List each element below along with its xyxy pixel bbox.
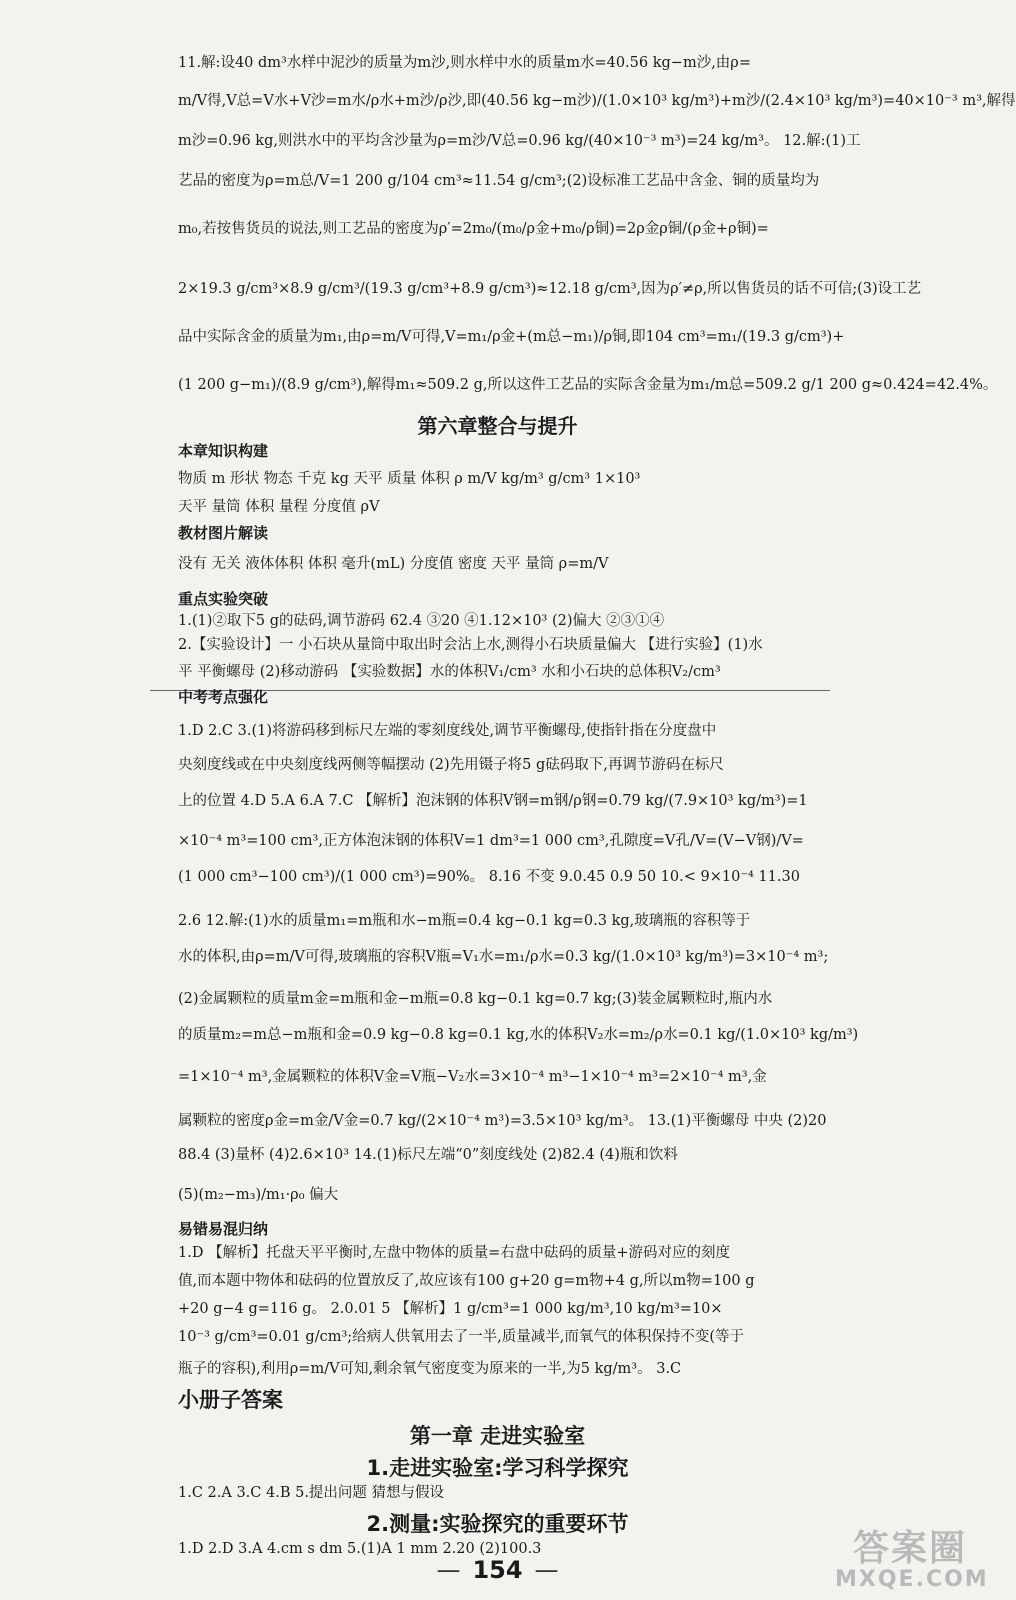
text-line: 品中实际含金的质量为m₁,由ρ=m/V可得,V=m₁/ρ金+(m总−m₁)/ρ铜,即104 cm³=m₁/(19.3 g/cm³)+	[178, 329, 845, 345]
text-line: 1.D 2.C 3.(1)将游码移到标尺左端的零刻度线处,调节平衡螺母,使指针指在分度盘中	[178, 723, 717, 739]
section-heading-experiments: 重点实验突破	[178, 590, 269, 608]
text-line: 1.C 2.A 3.C 4.B 5.提出问题 猜想与假设	[178, 1485, 445, 1501]
section-heading-pictures: 教材图片解读	[178, 524, 269, 542]
text-line: 值,而本题中物体和砝码的位置放反了,故应该有100 g+20 g=m物+4 g,所以m物=100 g	[178, 1273, 755, 1289]
text-line: 瓶子的容积),利用ρ=m/V可知,剩余氧气密度变为原来的一半,为5 kg/m³。 3.C	[178, 1361, 682, 1377]
text-line: m₀,若按售货员的说法,则工艺品的密度为ρ′=2m₀/(m₀/ρ金+m₀/ρ铜)=2ρ金ρ铜/(ρ金+ρ铜)=	[178, 221, 769, 237]
booklet-title: 小册子答案	[178, 1388, 283, 1412]
text-line: 2.6 12.解:(1)水的质量m₁=m瓶和水−m瓶=0.4 kg−0.1 kg=0.3 kg,玻璃瓶的容积等于	[178, 913, 751, 929]
page-number: — 154 —	[0, 1556, 995, 1584]
text-line: 属颗粒的密度ρ金=m金/V金=0.7 kg/(2×10⁻⁴ m³)=3.5×10³ kg/m³。 13.(1)平衡螺母 中央 (2)20	[178, 1113, 827, 1129]
text-line: 没有 无关 液体体积 体积 毫升(mL) 分度值 密度 天平 量筒 ρ=m/V	[178, 556, 609, 572]
text-line: m/V得,V总=V水+V沙=m水/ρ水+m沙/ρ沙,即(40.56 kg−m沙)/(1.0×10³ kg/m³)+m沙/(2.4×10³ kg/m³)=40×10⁻³ m³,解得	[178, 93, 1016, 109]
text-line: +20 g−4 g=116 g。 2.0.01 5 【解析】1 g/cm³=1 000 kg/m³,10 kg/m³=10×	[178, 1301, 723, 1317]
text-line: (1 000 cm³−100 cm³)/(1 000 cm³)=90%。 8.16 不变 9.0.45 0.9 50 10.< 9×10⁻⁴ 11.30	[178, 869, 800, 885]
section-heading-exam: 中考考点强化	[178, 688, 269, 706]
text-line: 1.D 2.D 3.A 4.cm s dm 5.(1)A 1 mm 2.20 (2)100.3	[178, 1541, 542, 1557]
section-heading-mistakes: 易错易混归纳	[178, 1220, 269, 1238]
booklet-chapter: 第一章 走进实验室	[409, 1424, 586, 1448]
text-line: 88.4 (3)量杯 (4)2.6×10³ 14.(1)标尺左端“0”刻度线处 (2)82.4 (4)瓶和饮料	[178, 1147, 678, 1163]
text-line: m沙=0.96 kg,则洪水中的平均含沙量为ρ=m沙/V总=0.96 kg/(40×10⁻³ m³)=24 kg/m³。 12.解:(1)工	[178, 133, 861, 149]
text-line: 的质量m₂=m总−m瓶和金=0.9 kg−0.8 kg=0.1 kg,水的体积V₂水=m₂/ρ水=0.1 kg/(1.0×10³ kg/m³)	[178, 1027, 859, 1043]
text-line: (1 200 g−m₁)/(8.9 g/cm³),解得m₁≈509.2 g,所以这件工艺品的实际含金量为m₁/m总=509.2 g/1 200 g≈0.424=42.4%。	[178, 377, 998, 393]
text-line: 平 平衡螺母 (2)移动游码 【实验数据】水的体积V₁/cm³ 水和小石块的总体积V₂/cm³	[178, 664, 721, 680]
text-line: 2×19.3 g/cm³×8.9 g/cm³/(19.3 g/cm³+8.9 g/cm³)≈12.18 g/cm³,因为ρ′≠ρ,所以售货员的话不可信;(3)设工艺	[178, 281, 922, 297]
text-line: 2.【实验设计】一 小石块从量筒中取出时会沾上水,测得小石块质量偏大 【进行实验】(1)水	[178, 637, 763, 653]
text-line: 上的位置 4.D 5.A 6.A 7.C 【解析】泡沫钢的体积V钢=m钢/ρ钢=0.79 kg/(7.9×10³ kg/m³)=1	[178, 793, 808, 809]
text-line: ×10⁻⁴ m³=100 cm³,正方体泡沫钢的体积V=1 dm³=1 000 cm³,孔隙度=V孔/V=(V−V钢)/V=	[178, 833, 804, 849]
section-heading-knowledge: 本章知识构建	[178, 442, 269, 460]
text-line: =1×10⁻⁴ m³,金属颗粒的体积V金=V瓶−V₂水=3×10⁻⁴ m³−1×10⁻⁴ m³=2×10⁻⁴ m³,金	[178, 1069, 767, 1085]
text-line: 水的体积,由ρ=m/V可得,玻璃瓶的容积V瓶=V₁水=m₁/ρ水=0.3 kg/(1.0×10³ kg/m³)=3×10⁻⁴ m³;	[178, 949, 829, 965]
chapter-title: 第六章整合与提升	[417, 414, 578, 438]
text-line: 1.D 【解析】托盘天平平衡时,左盘中物体的质量=右盘中砝码的质量+游码对应的刻度	[178, 1245, 730, 1261]
text-line: 央刻度线或在中央刻度线两侧等幅摆动 (2)先用镊子将5 g砝码取下,再调节游码在标尺	[178, 757, 724, 773]
text-line: 艺品的密度为ρ=m总/V=1 200 g/104 cm³≈11.54 g/cm³;(2)设标准工艺品中含金、铜的质量均为	[178, 173, 820, 189]
text-line: (2)金属颗粒的质量m金=m瓶和金−m瓶=0.8 kg−0.1 kg=0.7 kg;(3)装金属颗粒时,瓶内水	[178, 991, 773, 1007]
booklet-section-1: 1.走进实验室:学习科学探究	[366, 1456, 629, 1480]
text-line: 物质 m 形状 物态 千克 kg 天平 质量 体积 ρ m/V kg/m³ g/cm³ 1×10³	[178, 471, 641, 487]
watermark-logo: 答案圈 MXQE.COM	[835, 1528, 989, 1592]
text-line: 天平 量筒 体积 量程 分度值 ρV	[178, 499, 380, 515]
text-line: (5)(m₂−m₃)/m₁·ρ₀ 偏大	[178, 1187, 339, 1203]
text-line: 10⁻³ g/cm³=0.01 g/cm³;给病人供氧用去了一半,质量减半,而氧气的体积保持不变(等于	[178, 1329, 745, 1345]
text-line: 11.解:设40 dm³水样中泥沙的质量为m沙,则水样中水的质量m水=40.56 kg−m沙,由ρ=	[178, 55, 751, 71]
booklet-section-2: 2.测量:实验探究的重要环节	[366, 1512, 629, 1536]
text-line: 1.(1)②取下5 g的砝码,调节游码 62.4 ③20 ④1.12×10³ (2)偏大 ②③①④	[178, 613, 665, 629]
